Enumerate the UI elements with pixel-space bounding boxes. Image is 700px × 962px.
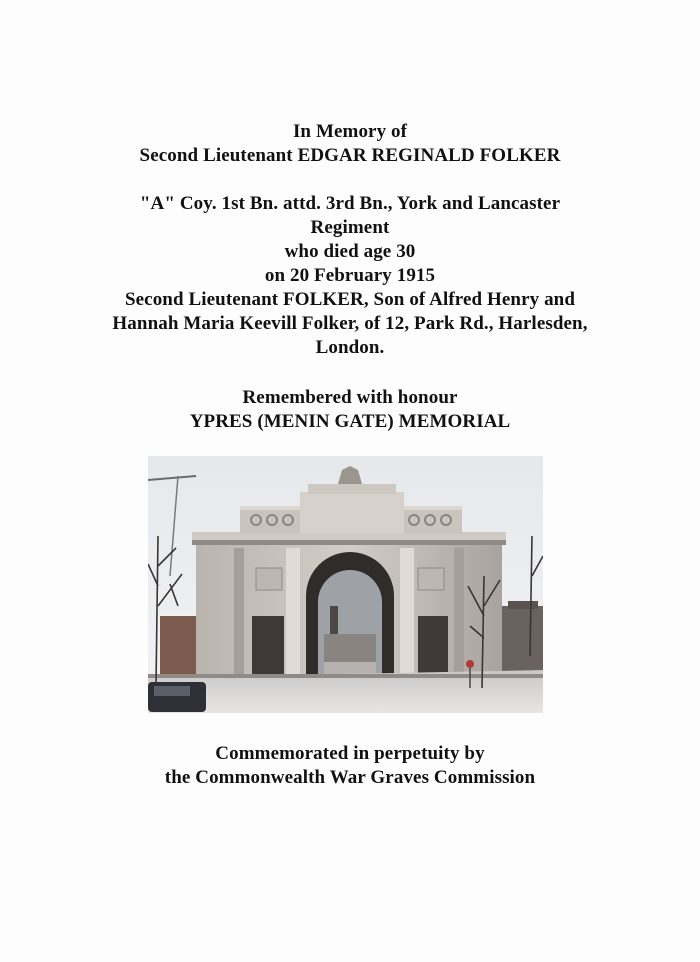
family-line-1: Second Lieutenant FOLKER, Son of Alfred Henry and	[124, 289, 576, 310]
details-block	[0, 192, 700, 360]
commemorated-line: Commemorated in perpetuity by	[215, 743, 485, 764]
cwgc-line: the Commonwealth War Graves Commission	[164, 767, 536, 788]
footer-block	[0, 742, 700, 790]
in-memory-line: In Memory of	[292, 121, 408, 142]
menin-gate-photo	[148, 456, 543, 713]
date-line: on 20 February 1915	[264, 265, 436, 286]
name-line: Second Lieutenant EDGAR REGINALD FOLKER	[139, 145, 561, 166]
regiment-line: Regiment	[310, 217, 390, 238]
heading-block	[0, 120, 700, 168]
unit-line: "A" Coy. 1st Bn. attd. 3rd Bn., York and Lancaster	[139, 193, 561, 214]
family-line-2: Hannah Maria Keevill Folker, of 12, Park Rd., Harlesden,	[112, 313, 588, 334]
family-line-3: London.	[315, 337, 385, 358]
age-line: who died age 30	[284, 241, 416, 262]
memorial-block	[0, 386, 700, 434]
remembered-line: Remembered with honour	[242, 387, 458, 408]
memorial-name-line: YPRES (MENIN GATE) MEMORIAL	[189, 411, 511, 432]
